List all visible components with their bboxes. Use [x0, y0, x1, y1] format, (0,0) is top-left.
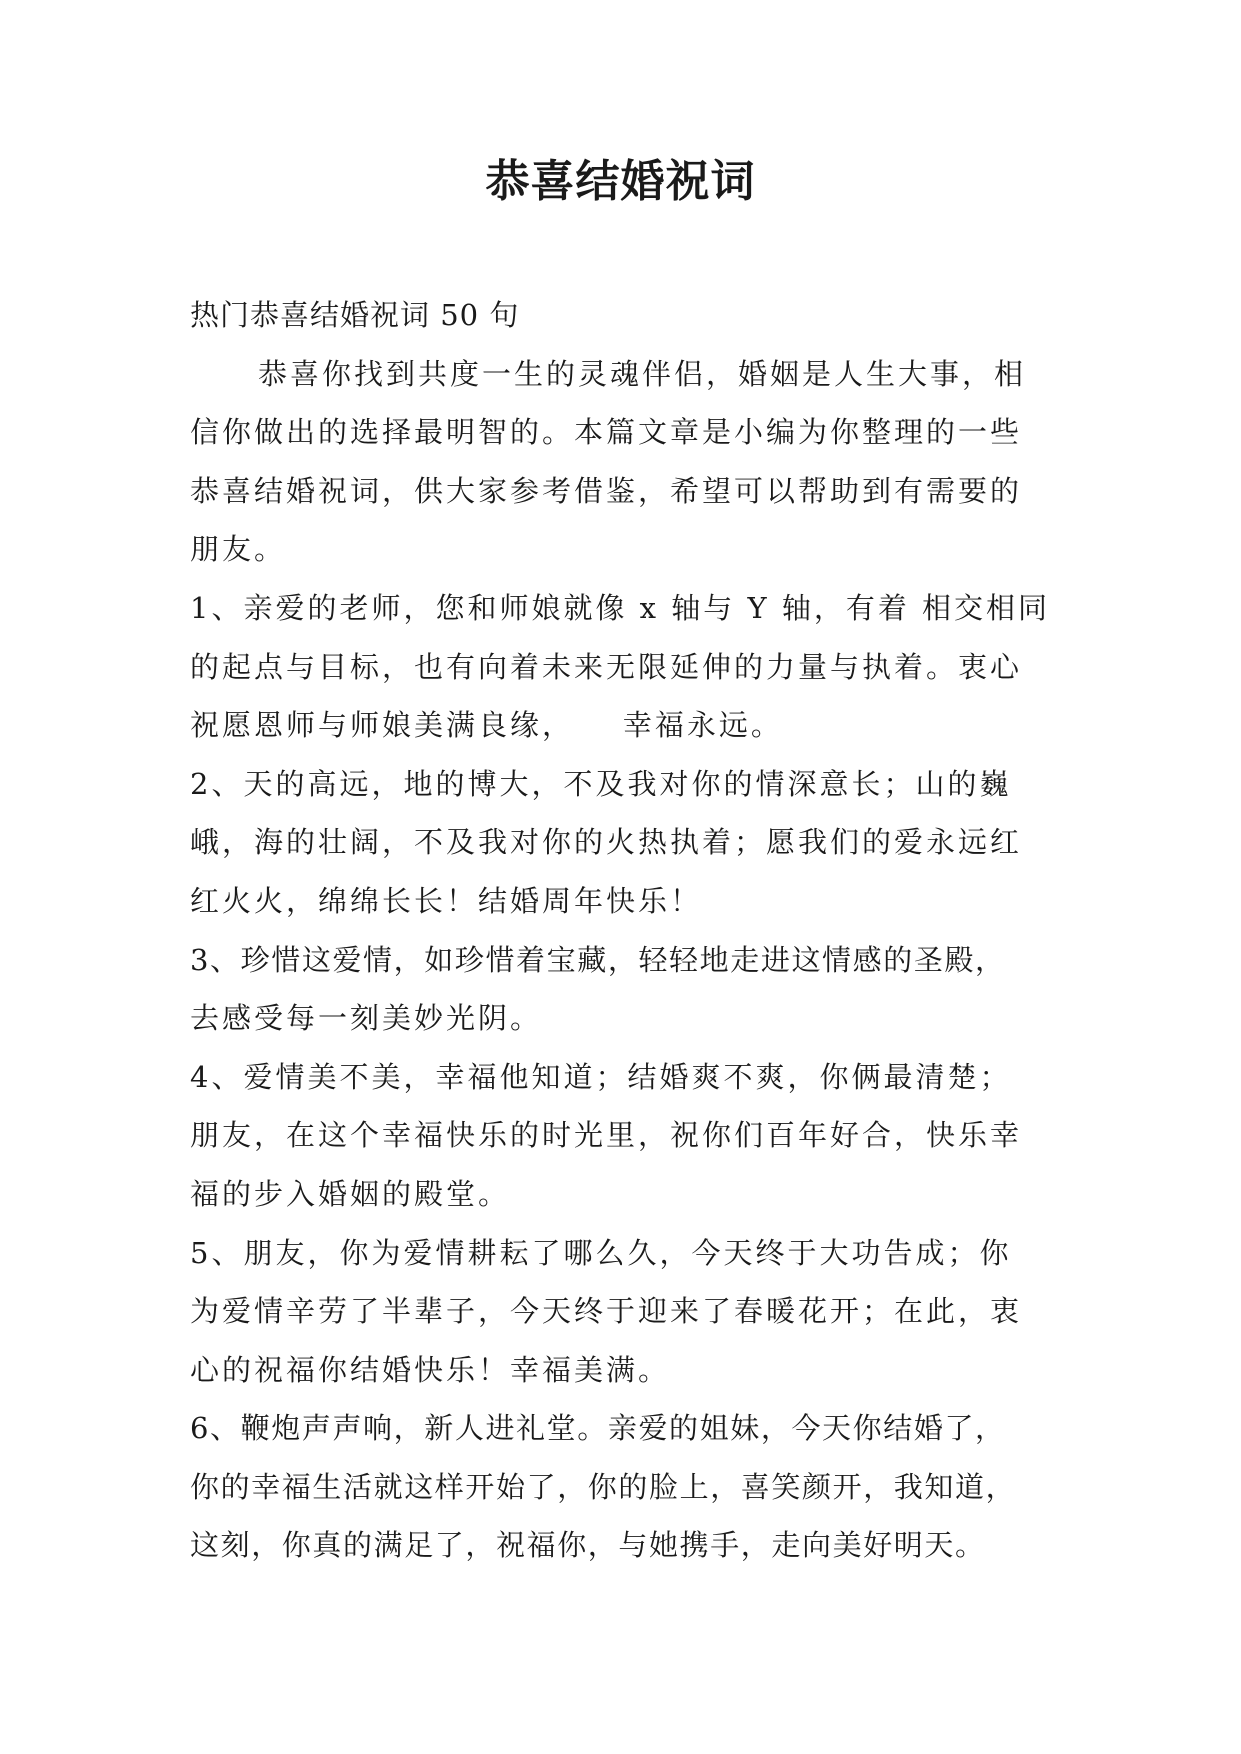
item-5-line-2: 为爱情辛劳了半辈子，今天终于迎来了春暖花开；在此，衷: [190, 1294, 1023, 1329]
item-4-line-2: 朋友，在这个幸福快乐的时光里，祝你们百年好合，快乐幸: [190, 1118, 1023, 1153]
intro-line-1: 恭喜你找到共度一生的灵魂伴侣，婚姻是人生大事，相: [258, 356, 1027, 391]
item-4-line-3: 福的步入婚姻的殿堂。: [190, 1176, 511, 1211]
item-6-line-2: 你的幸福生活就这样开始了，你的脸上，喜笑颜开，我知道，: [190, 1469, 1017, 1504]
item-1-line-3: 祝愿恩师与师娘美满良缘， 幸福永远。: [190, 708, 783, 743]
item-4-line-1: 4、爱情美不美，幸福他知道；结婚爽不爽，你俩最清楚；: [190, 1059, 1012, 1094]
item-2-line-3: 红火火，绵绵长长！结婚周年快乐！: [190, 883, 703, 918]
item-6-line-1: 6、鞭炮声声响，新人进礼堂。亲爱的姐妹，今天你结婚了，: [190, 1411, 1006, 1446]
subtitle-line: 热门恭喜结婚祝词 50 句: [190, 298, 520, 332]
intro-line-2: 信你做出的选择最明智的。本篇文章是小编为你整理的一些: [190, 415, 1023, 450]
item-1-line-1: 1、亲爱的老师，您和师娘就像 x 轴与 Y 轴，有着 相交相同: [190, 590, 1051, 625]
intro-line-4: 朋友。: [190, 532, 287, 567]
item-3-line-1: 3、珍惜这爱情，如珍惜着宝藏，轻轻地走进这情感的圣殿，: [190, 942, 1006, 977]
page-title: 恭喜结婚祝词: [485, 156, 756, 207]
item-6-line-3: 这刻，你真的满足了，祝福你，与她携手，走向美好明天。: [190, 1528, 986, 1563]
item-1-line-2: 的起点与目标，也有向着未来无限延伸的力量与执着。衷心: [190, 649, 1023, 684]
item-2-line-2: 峨，海的壮阔，不及我对你的火热执着；愿我们的爱永远红: [190, 825, 1023, 860]
item-3-line-2: 去感受每一刻美妙光阴。: [190, 1001, 543, 1036]
document-body: [190, 286, 1070, 1575]
item-5-line-1: 5、朋友，你为爱情耕耘了哪么久，今天终于大功告成；你: [190, 1235, 1012, 1270]
intro-line-3: 恭喜结婚祝词，供大家参考借鉴，希望可以帮助到有需要的: [190, 473, 1023, 508]
item-2-line-1: 2、天的高远，地的博大，不及我对你的情深意长；山的巍: [190, 766, 1012, 801]
item-5-line-3: 心的祝福你结婚快乐！幸福美满。: [190, 1352, 671, 1387]
